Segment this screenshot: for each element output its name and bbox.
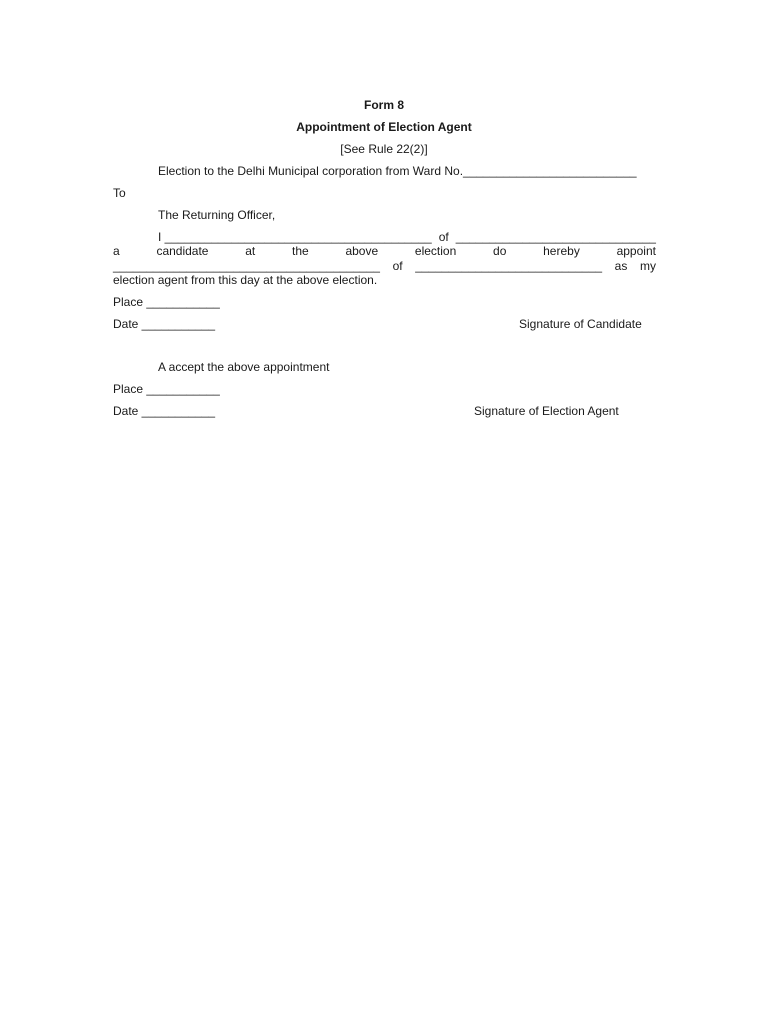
agent-accept-statement: A accept the above appointment	[158, 360, 330, 374]
election-line: Election to the Delhi Municipal corporation from Ward No.__________________________	[158, 164, 637, 178]
line2-word: hereby	[543, 244, 580, 258]
line1-of: of	[438, 230, 449, 244]
line3-blank-2: ____________________________	[415, 259, 603, 273]
declaration-line-1	[158, 230, 656, 244]
line2-word: appoint	[616, 244, 656, 258]
line2-word: election	[414, 244, 457, 258]
line3-as: as	[614, 259, 628, 273]
form-title: Appointment of Election Agent	[296, 120, 472, 134]
addressee: The Returning Officer,	[158, 208, 276, 222]
line2-word: at	[245, 244, 256, 258]
form-rule-reference: [See Rule 22(2)]	[340, 142, 428, 156]
line2-word: above	[345, 244, 379, 258]
candidate-place: Place ___________	[113, 295, 220, 309]
candidate-signature: Signature of Candidate	[519, 317, 642, 331]
line3-of: of	[392, 259, 403, 273]
form-number: Form 8	[363, 98, 404, 112]
declaration-line-4: election agent from this day at the above election.	[113, 273, 378, 287]
line1-i-blank: I ________________________________________	[158, 230, 432, 244]
declaration-line-3	[113, 259, 656, 273]
line2-word: the	[292, 244, 309, 258]
line2-word: candidate	[156, 244, 209, 258]
agent-signature: Signature of Election Agent	[474, 404, 619, 418]
line2-word: do	[493, 244, 507, 258]
line1-blank: ______________________________	[455, 230, 656, 244]
declaration-line-2	[113, 244, 656, 258]
to-label: To	[113, 186, 126, 200]
line2-word: a	[113, 244, 120, 258]
line3-my: my	[639, 259, 656, 273]
line3-blank-1: ________________________________________	[113, 259, 380, 273]
agent-place: Place ___________	[113, 382, 220, 396]
candidate-date: Date ___________	[113, 317, 216, 331]
agent-date: Date ___________	[113, 404, 216, 418]
